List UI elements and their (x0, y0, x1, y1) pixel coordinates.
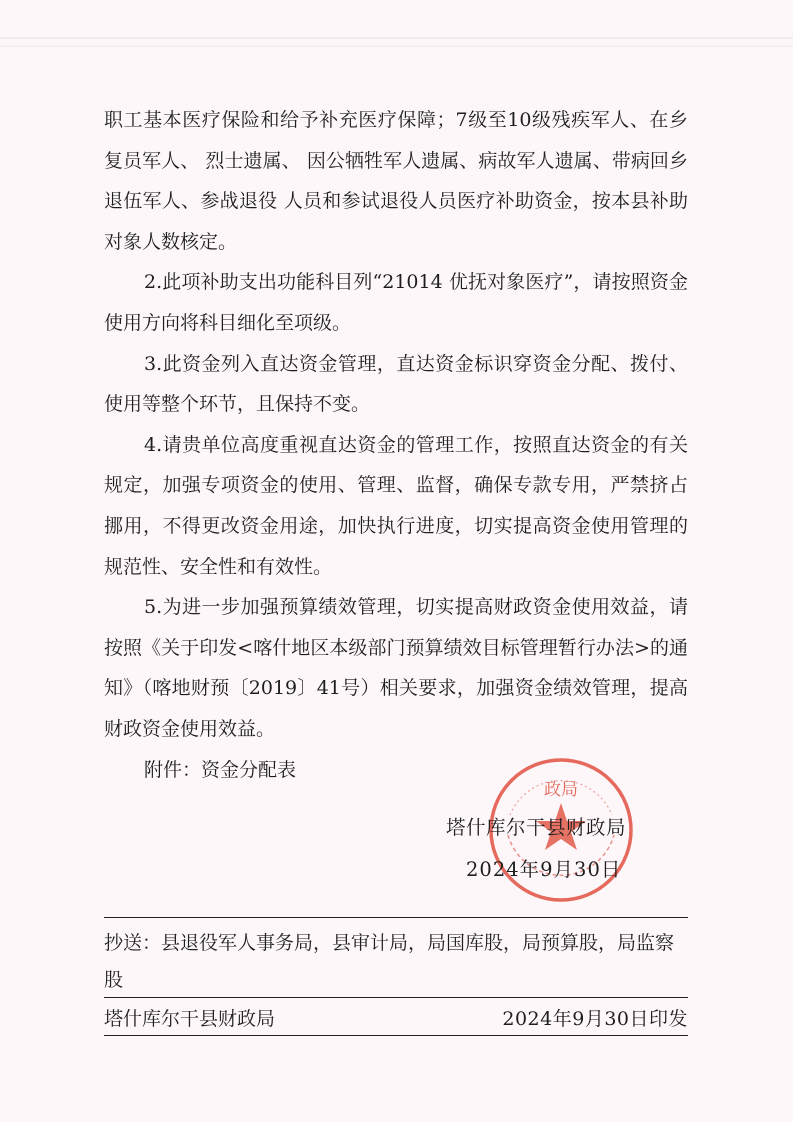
seal-label: 政局 (544, 780, 578, 800)
document-body (104, 100, 688, 790)
paragraph-1: 职工基本医疗保险和给予补充医疗保障；7级至10级残疾军人、在乡复员军人、 烈士遗属、 因公牺牲军人遗属、病故军人遗属、带病回乡退伍军人、参战退役 人员和参试退役人员医疗补助资金，按本县补助对象人数核定。 (104, 109, 688, 253)
scan-artifact-lines (0, 0, 793, 60)
divider-bottom (104, 1035, 688, 1036)
paragraph-2: 2.此项补助支出功能科目列“21014 优抚对象医疗”，请按照资金使用方向将科目细化至项级。 (104, 271, 688, 334)
signature-date: 2024年9月30日 (466, 858, 622, 881)
paragraph-5: 5.为进一步加强预算绩效管理，切实提高财政资金使用效益，请按照《关于印发<喀什地区本级部门预算绩效目标管理暂行办法>的通知》（喀地财预〔2019〕41号）相关要求，加强资金绩效管理，提高财政资金使用效益。 (104, 596, 688, 740)
cc-list: 抄送：县退役军人事务局，县审计局，局国库股，局预算股，局监察股 (104, 932, 675, 991)
paragraph-4: 4.请贵单位高度重视直达资金的管理工作，按照直达资金的有关规定，加强专项资金的使用、管理、监督，确保专款专用，严禁挤占挪用，不得更改资金用途，加快执行进度，切实提高资金使用管理的规范性、安全性和有效性。 (104, 433, 688, 578)
footer-issuer: 塔什库尔干县财政局 (104, 1008, 276, 1030)
divider-top (104, 917, 688, 918)
divider-middle (104, 997, 688, 998)
signer-name: 塔什库尔干县财政局 (446, 816, 627, 839)
footer-issue-date: 2024年9月30日印发 (502, 1008, 688, 1030)
paragraph-3: 3.此资金列入直达资金管理，直达资金标识穿资金分配、拨付、使用等整个环节，且保持不变。 (104, 352, 688, 416)
attachment-line: 附件：资金分配表 (144, 758, 297, 781)
